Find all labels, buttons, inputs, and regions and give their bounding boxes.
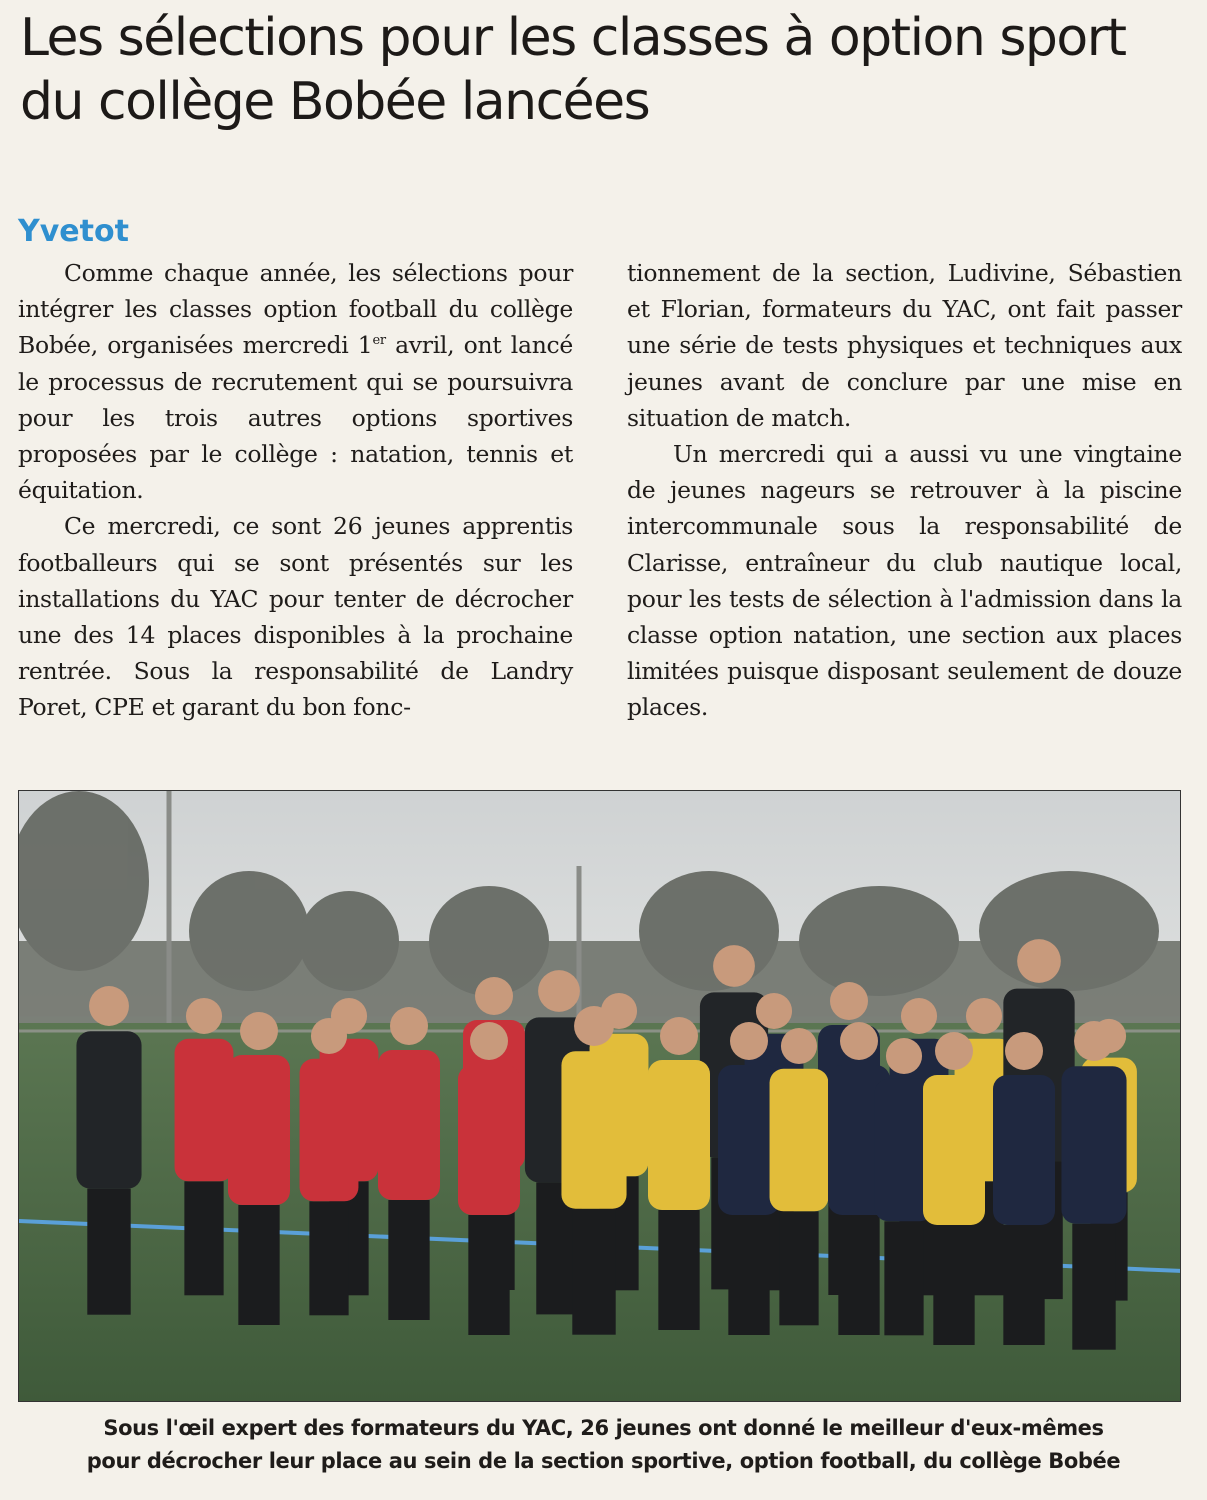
article-paragraph-2: Ce mercredi, ce sont 26 jeunes apprentis footballeurs qui se sont présentés sur les installations du YAC pour tenter de décrocher une des 14 places disponibles à la prochaine rentrée. Sous la responsabilité de Landry Poret, CPE et garant du bon fonc- bbox=[18, 512, 573, 722]
article-headline: Les sélections pour les classes à option sport du collège Bobée lancées bbox=[20, 8, 1126, 132]
article-paragraph-2-continued: tionnement de la section, Ludivine, Sébastien et Florian, formateurs du YAC, ont fait passer une série de tests physiques et techniques aux jeunes avant de conclure par une mise en situation de match. bbox=[627, 259, 1182, 432]
team-photo-illustration bbox=[19, 791, 1181, 1402]
photo-caption bbox=[0, 1412, 1207, 1478]
article-paragraph-3: Un mercredi qui a aussi vu une vingtaine de jeunes nageurs se retrouver à la piscine intercommunale sous la responsabilité de Clarisse, entraîneur du club nautique local, pour les tests de sélection à l'admission dans la classe option natation, une section aux places limitées puisque disposant seulement de douze places. bbox=[627, 440, 1182, 722]
article-column-right bbox=[627, 255, 1182, 726]
ordinal-superscript: er bbox=[372, 333, 386, 349]
article-dateline: Yvetot bbox=[18, 214, 129, 249]
article-paragraph-1: Comme chaque année, les sélections pour intégrer les classes option football du collège Bobée, organisées mercredi 1er avril, ont lancé le processus de recrutement qui se poursuivra pour les trois autres options sportives proposées par le collège : natation, tennis et équitation. bbox=[18, 259, 573, 505]
article-column-left bbox=[18, 255, 573, 726]
photo-caption-line-1: Sous l'œil expert des formateurs du YAC, 26 jeunes ont donné le meilleur d'eux-mêmes bbox=[103, 1416, 1104, 1440]
photo-caption-line-2: pour décrocher leur place au sein de la section sportive, option football, du collège Bobée bbox=[86, 1449, 1121, 1473]
team-photo bbox=[18, 790, 1181, 1402]
